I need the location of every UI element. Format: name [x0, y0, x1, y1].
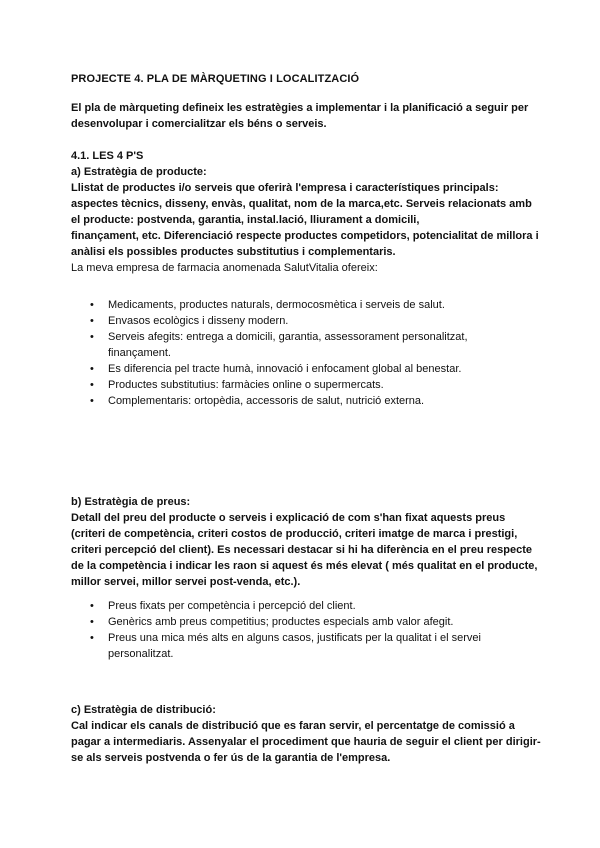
product-strategy-heading: a) Estratègia de producte: — [71, 166, 207, 178]
price-strategy-block — [71, 494, 541, 590]
price-strategy-heading: b) Estratègia de preus: — [71, 496, 191, 508]
list-item: • Preus fixats per competència i percepció del client. — [71, 598, 531, 614]
list-item: • Es diferencia pel tracte humà, innovació i enfocament global al benestar. — [71, 361, 531, 377]
product-list — [71, 297, 531, 409]
list-item: • Complementaris: ortopèdia, accessoris de salut, nutrició externa. — [71, 393, 531, 409]
section-heading-4ps: 4.1. LES 4 P'S — [71, 150, 144, 162]
list-item: • Preus una mica més alts en alguns casos, justificats per la qualitat i el servei personalitzat. — [71, 630, 531, 662]
product-strategy-body-1: Llistat de productes i/o serveis que oferirà l'empresa i característiques principals: aspectes tècnics, disseny, envàs, qualitat, nom de la marca,etc. Serveis relacionats amb el producte: postvenda, garantia, instal.lació, lliurament a domicili, — [71, 182, 532, 226]
list-item: • Envasos ecològics i disseny modern. — [71, 313, 531, 329]
distribution-strategy-heading: c) Estratègia de distribució: — [71, 704, 216, 716]
list-item: • Genèrics amb preus competitius; productes especials amb valor afegit. — [71, 614, 531, 630]
distribution-strategy-block — [71, 702, 541, 766]
price-strategy-body: Detall del preu del producte o serveis i explicació de com s'han fixat aquests preus (criteri de competència, criteri costos de producció, criteri imatge de marca i prestigi, criteri percepció del client). Es necessari destacar si hi ha diferència en el preu respecte de la competència i indicar les raon si aquest és més elevat ( més qualitat en el producte, millor servei, millor servei post-venda, etc.). — [71, 512, 538, 588]
product-strategy-body-2: finançament, etc. Diferenciació respecte productes competidors, potencialitat de millora i anàlisi els possibles productes substitutius i complementaris. — [71, 230, 539, 258]
distribution-strategy-body: Cal indicar els canals de distribució que es faran servir, el percentatge de comissió a pagar a intermediaris. Assenyalar el procediment que hauria de seguir el client per dirigir-se als serveis postvenda o fer ús de la garantia de l'empresa. — [71, 720, 541, 764]
product-strategy-lead: La meva empresa de farmacia anomenada SalutVitalia ofereix: — [71, 262, 378, 274]
document-title: PROJECTE 4. PLA DE MÀRQUETING I LOCALITZACIÓ — [71, 73, 360, 85]
list-item: • Medicaments, productes naturals, dermocosmètica i serveis de salut. — [71, 297, 531, 313]
intro-paragraph: El pla de màrqueting defineix les estratègies a implementar i la planificació a seguir per desenvolupar i comercialitzar els béns o serveis. — [71, 102, 529, 130]
list-item: • Productes substitutius: farmàcies online o supermercats. — [71, 377, 531, 393]
price-list — [71, 598, 531, 662]
list-item: • Serveis afegits: entrega a domicili, garantia, assessorament personalitzat, finançament. — [71, 329, 531, 361]
product-strategy-block — [71, 164, 541, 276]
